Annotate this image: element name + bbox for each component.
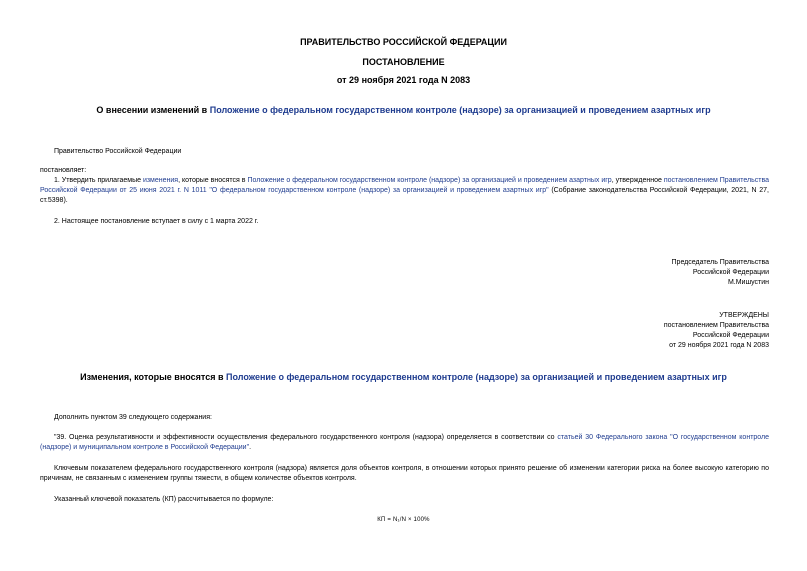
paragraph-39-text-a: "39. Оценка результативности и эффективности осуществления федерального государственного контроля (надзора) определяется в соответствии со — [54, 434, 558, 441]
doc-date-number: от 29 ноября 2021 года N 2083 — [336, 75, 471, 85]
decrees-text: постановляет: — [40, 167, 87, 174]
item-1-paragraph — [40, 176, 769, 206]
doc-type-heading: ПОСТАНОВЛЕНИЕ — [362, 57, 445, 67]
approval-line-2: постановлением Правительства — [663, 322, 769, 329]
item-1-text-g: (Собрание законодательства Российской Федерации, 2021, N 27, ст.5398). — [40, 187, 769, 204]
regulation-link[interactable]: Положение о федеральном государственном контроле (надзоре) за организацией и проведением азартных игр — [209, 105, 711, 115]
decree-1011-link[interactable]: постановлением Правительства Российской Федерации от 25 июня 2021 г. N 1011 "О федеральном государственном контроле (надзоре) за организацией и проведением азартных игр" — [40, 177, 769, 194]
document-title-prefix: О внесении изменений в — [96, 105, 210, 115]
item-1-text-e: , утвержденное — [611, 177, 664, 184]
item-1-text-c: , которые вносятся в — [178, 177, 248, 184]
approval-line-1: УТВЕРЖДЕНЫ — [719, 312, 769, 319]
item-2-paragraph: 2. Настоящее постановление вступает в силу с 1 марта 2022 г. — [54, 218, 259, 225]
changes-title-prefix: Изменения, которые вносятся в — [80, 372, 226, 382]
approval-line-3: Российской Федерации — [692, 332, 769, 339]
changes-intro: Дополнить пунктом 39 следующего содержания: — [54, 414, 212, 421]
federal-law-article-30-link[interactable]: статьей 30 Федерального закона "О государственном контроле (надзоре) и муниципальном контроле в Российской Федерации" — [40, 434, 770, 451]
paragraph-39-text-c: . — [249, 444, 252, 451]
signature-country: Российской Федерации — [692, 269, 769, 276]
regulation-link-3[interactable]: Положение о федеральном государственном контроле (надзоре) за организацией и проведением азартных игр — [226, 372, 727, 382]
item-1-text-a: 1. Утвердить прилагаемые — [54, 177, 143, 184]
key-indicator-paragraph: Ключевым показателем федерального государственного контроля (надзора) является доля объектов контроля, в отношении которых принято решение об изменении категории риска на более высокую категорию по причинам, не связанным с изменением группы тяжести, в общем количестве объектов контроля. — [40, 465, 769, 482]
issuer-text: Правительство Российской Федерации — [54, 148, 182, 155]
approval-block — [664, 311, 769, 351]
approval-line-4: от 29 ноября 2021 года N 2083 — [669, 342, 769, 349]
changes-title — [0, 372, 807, 382]
formula-intro: Указанный ключевой показатель (КП) рассчитывается по формуле: — [54, 496, 274, 503]
signature-block — [672, 258, 769, 288]
paragraph-39 — [40, 433, 769, 453]
regulation-link-2[interactable]: Положение о федеральном государственном контроле (надзоре) за организацией и проведением азартных игр — [247, 177, 612, 184]
changes-link[interactable]: изменения — [142, 177, 179, 184]
signature-position: Председатель Правительства — [671, 259, 769, 266]
signature-name: М.Мишустин — [727, 279, 769, 286]
org-heading: ПРАВИТЕЛЬСТВО РОССИЙСКОЙ ФЕДЕРАЦИИ — [300, 37, 507, 47]
formula-image: КП = N₁/N × 100% — [377, 517, 430, 523]
document-title — [0, 105, 807, 115]
